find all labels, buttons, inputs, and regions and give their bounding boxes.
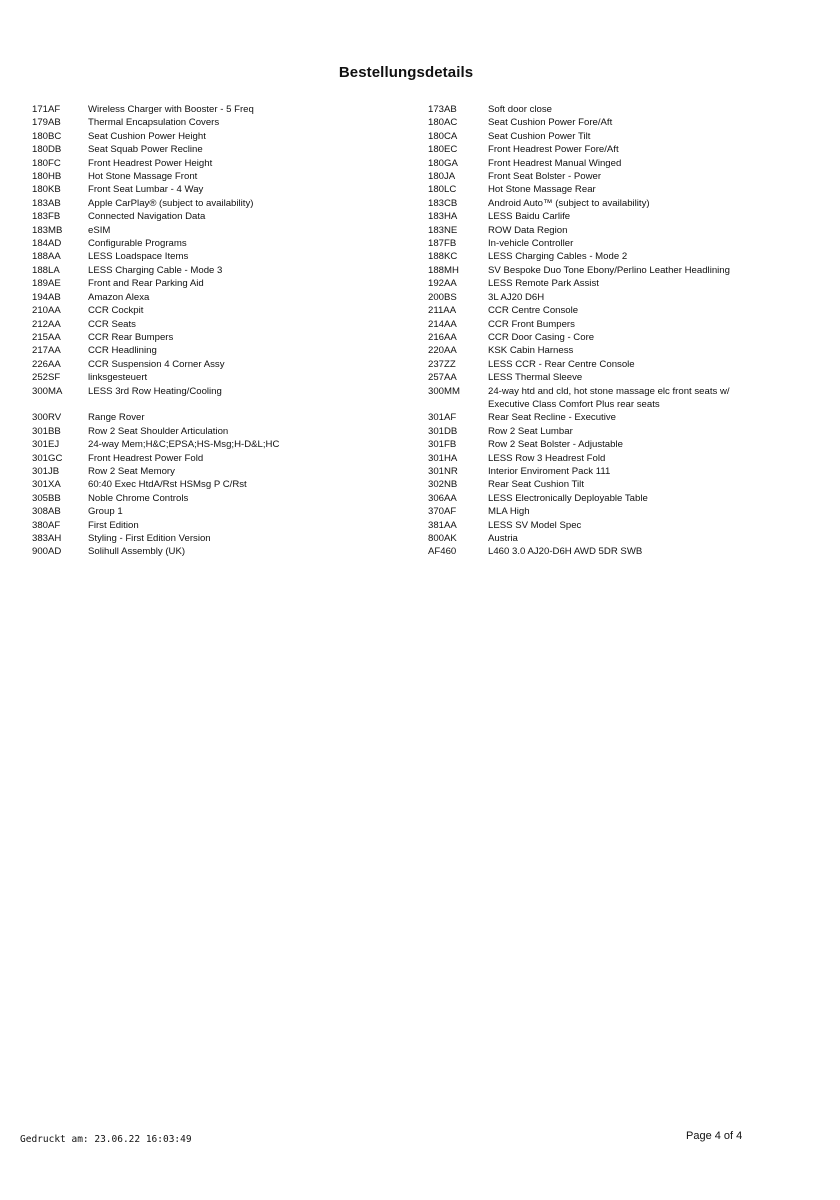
option-row [32, 157, 422, 170]
option-code: 301EJ [32, 439, 60, 451]
option-row [32, 438, 422, 451]
option-code: 180FC [32, 157, 61, 169]
option-row [32, 291, 422, 304]
option-code: 180EC [428, 144, 458, 156]
option-description: Styling - First Edition Version [88, 532, 211, 544]
option-row [32, 237, 422, 250]
option-description: LESS SV Model Spec [488, 519, 582, 531]
page-title: Bestellungsdetails [338, 64, 474, 81]
option-row [32, 358, 422, 371]
option-row [428, 210, 773, 223]
option-description: CCR Seats [88, 318, 136, 330]
option-code: 380AF [32, 519, 61, 531]
option-row [32, 398, 422, 411]
option-row [32, 250, 422, 263]
option-row [428, 519, 773, 532]
option-code: 184AD [32, 238, 62, 250]
option-row [428, 157, 773, 170]
option-description: L460 3.0 AJ20-D6H AWD 5DR SWB [488, 546, 643, 558]
option-row [32, 344, 422, 357]
option-row [32, 103, 422, 116]
option-row [32, 371, 422, 384]
option-code: 301NR [428, 465, 458, 477]
option-code: 183MB [32, 224, 63, 236]
option-row [428, 425, 773, 438]
option-code: 300MM [428, 385, 460, 397]
option-row [32, 170, 422, 183]
option-description: Front Headrest Power Height [88, 157, 213, 169]
option-code: 216AA [428, 331, 457, 343]
option-row [428, 143, 773, 156]
option-code: 211AA [428, 305, 457, 317]
option-description: LESS Row 3 Headrest Fold [488, 452, 606, 464]
option-description: Seat Cushion Power Fore/Aft [488, 117, 613, 129]
option-row [32, 385, 422, 398]
option-row [32, 519, 422, 532]
option-code: 188AA [32, 251, 61, 263]
option-row [428, 304, 773, 317]
option-description: MLA High [488, 506, 530, 518]
option-row [32, 545, 422, 558]
option-code: 301GC [32, 452, 63, 464]
option-row [32, 492, 422, 505]
option-row [428, 411, 773, 424]
option-description: linksgesteuert [88, 372, 148, 384]
option-description: CCR Door Casing - Core [488, 331, 595, 343]
option-code: 226AA [32, 358, 61, 370]
option-description: Row 2 Seat Bolster - Adjustable [488, 439, 623, 451]
option-code: 300RV [32, 412, 62, 424]
option-row [428, 545, 773, 558]
option-description: Seat Squab Power Recline [88, 144, 203, 156]
option-description: LESS Baidu Carlife [488, 211, 571, 223]
option-description: LESS 3rd Row Heating/Cooling [88, 385, 222, 397]
option-code: 180LC [428, 184, 457, 196]
option-row [428, 183, 773, 196]
option-description: KSK Cabin Harness [488, 345, 574, 357]
option-row [32, 264, 422, 277]
option-code: 180CA [428, 130, 458, 142]
option-row [428, 277, 773, 290]
option-code: 188LA [32, 264, 60, 276]
option-description: 3L AJ20 D6H [488, 291, 545, 303]
option-code: 200BS [428, 291, 457, 303]
option-code: 183FB [32, 211, 61, 223]
page-number: Page 4 of 4 [686, 1130, 743, 1142]
option-code: 171AF [32, 104, 61, 115]
option-code: 301BB [32, 425, 61, 437]
option-description: eSIM [88, 224, 111, 236]
option-description: Noble Chrome Controls [88, 492, 189, 504]
option-code: 212AA [32, 318, 61, 330]
option-description: Group 1 [88, 506, 123, 518]
option-description: Seat Cushion Power Tilt [488, 130, 591, 142]
option-code: 180DB [32, 144, 62, 156]
option-row [32, 532, 422, 545]
option-code: 180JA [428, 171, 456, 183]
option-code: 180HB [32, 171, 62, 183]
option-row [32, 130, 422, 143]
option-row [32, 183, 422, 196]
option-description: LESS Loadspace Items [88, 251, 189, 263]
option-list-right [428, 103, 773, 559]
option-row [32, 210, 422, 223]
option-code: AF460 [428, 546, 457, 558]
option-description: LESS Remote Park Assist [488, 278, 599, 290]
option-description: CCR Cockpit [88, 305, 144, 317]
option-description: Row 2 Seat Lumbar [488, 425, 573, 437]
option-code: 188MH [428, 264, 459, 276]
option-code: 257AA [428, 372, 457, 384]
option-row [32, 411, 422, 424]
option-row [428, 103, 773, 116]
option-code: 189AE [32, 278, 61, 290]
option-description: ROW Data Region [488, 224, 568, 236]
option-description: 24-way Mem;H&C;EPSA;HS-Msg;H-D&L;HC [88, 439, 280, 451]
option-code: 301XA [32, 479, 61, 491]
option-description: Row 2 Seat Shoulder Articulation [88, 425, 229, 437]
option-description: Front and Rear Parking Aid [88, 278, 204, 290]
option-description: LESS Electronically Deployable Table [488, 492, 648, 504]
option-code: 210AA [32, 305, 61, 317]
option-description: Connected Navigation Data [88, 211, 206, 223]
option-row [428, 371, 773, 384]
option-description: LESS Charging Cable - Mode 3 [88, 264, 223, 276]
option-row [32, 143, 422, 156]
option-code: 192AA [428, 278, 457, 290]
option-code: 180AC [428, 117, 458, 129]
option-row [32, 465, 422, 478]
option-code: 252SF [32, 372, 61, 384]
option-row [32, 318, 422, 331]
option-code: 800AK [428, 533, 457, 544]
option-code: 179AB [32, 117, 61, 129]
option-description: Front Seat Bolster - Power [488, 171, 602, 183]
option-row [428, 224, 773, 237]
option-code: 306AA [428, 492, 457, 504]
option-description: LESS Thermal Sleeve [488, 372, 583, 384]
option-description: Front Seat Lumbar - 4 Way [88, 184, 204, 196]
option-code: 301HA [428, 452, 458, 464]
option-code: 183AB [32, 197, 61, 209]
option-row [428, 331, 773, 344]
option-row [428, 452, 773, 465]
option-code: 188KC [428, 251, 458, 263]
option-row [32, 505, 422, 518]
option-code: 215AA [32, 331, 61, 343]
option-code: 183NE [428, 224, 458, 236]
option-description: Android Auto™ (subject to availability) [488, 197, 650, 209]
option-row [428, 264, 773, 277]
option-row [428, 465, 773, 478]
option-code: 301DB [428, 425, 458, 437]
option-description: Seat Cushion Power Height [88, 130, 206, 142]
option-code: 302NB [428, 479, 458, 491]
option-description: Front Headrest Manual Winged [488, 157, 622, 169]
option-row [32, 425, 422, 438]
option-code: 383AH [32, 532, 62, 544]
option-row [428, 492, 773, 505]
option-row [428, 291, 773, 304]
option-code: 180GA [428, 157, 458, 169]
option-code [32, 398, 88, 411]
option-code: 180BC [32, 130, 62, 142]
printed-timestamp: Gedruckt am: 23.06.22 16:03:49 [20, 1134, 192, 1145]
option-row [32, 277, 422, 290]
option-row [428, 344, 773, 357]
option-row [428, 318, 773, 331]
option-description: Wireless Charger with Booster - 5 Freq [88, 104, 254, 115]
option-row [428, 358, 773, 371]
option-row [32, 452, 422, 465]
option-row [428, 130, 773, 143]
option-row [32, 197, 422, 210]
option-code: 900AD [32, 546, 62, 558]
option-description: 24-way htd and cld, hot stone massage elc front seats w/ Executive Class Comfort Plus rear seats [488, 385, 730, 410]
option-description: Range Rover [88, 412, 145, 424]
option-description: Interior Enviroment Pack 111 [488, 465, 611, 477]
option-code: 301JB [32, 465, 60, 477]
option-description: Solihull Assembly (UK) [88, 546, 186, 558]
option-description: CCR Suspension 4 Corner Assy [88, 358, 225, 370]
option-row [32, 478, 422, 491]
option-code: 217AA [32, 345, 61, 357]
option-row [428, 532, 773, 545]
option-row [428, 438, 773, 451]
option-description: CCR Headlining [88, 345, 157, 357]
option-description: Hot Stone Massage Front [88, 171, 198, 183]
option-row [428, 170, 773, 183]
option-code: 194AB [32, 291, 61, 303]
option-description: LESS CCR - Rear Centre Console [488, 358, 635, 370]
option-list-left [32, 103, 422, 559]
option-code: 220AA [428, 345, 457, 357]
option-code: 300MA [32, 385, 63, 397]
option-code: 370AF [428, 506, 457, 518]
option-description: 60:40 Exec HtdA/Rst HSMsg P C/Rst [88, 479, 247, 491]
option-description: CCR Rear Bumpers [88, 331, 174, 343]
option-row [428, 250, 773, 263]
option-description: First Edition [88, 519, 139, 531]
option-code: 305BB [32, 492, 61, 504]
option-code: 237ZZ [428, 358, 456, 370]
option-description: SV Bespoke Duo Tone Ebony/Perlino Leather Headlining [488, 264, 730, 276]
option-description: Austria [488, 533, 518, 544]
option-code: 381AA [428, 519, 457, 531]
option-description: Row 2 Seat Memory [88, 465, 175, 477]
option-row [32, 224, 422, 237]
option-description: Rear Seat Cushion Tilt [488, 479, 584, 491]
option-code: 187FB [428, 238, 457, 250]
option-row [428, 197, 773, 210]
option-code: 173AB [428, 104, 457, 115]
option-row [32, 331, 422, 344]
option-code: 301FB [428, 439, 457, 451]
option-code: 183HA [428, 211, 458, 223]
option-description: Soft door close [488, 104, 552, 115]
option-description: Front Headrest Power Fore/Aft [488, 144, 619, 156]
option-description: Thermal Encapsulation Covers [88, 117, 220, 129]
option-code: 180KB [32, 184, 61, 196]
option-code: 301AF [428, 412, 457, 424]
option-code: 308AB [32, 506, 61, 518]
option-row [32, 304, 422, 317]
option-row [428, 116, 773, 129]
option-description: CCR Centre Console [488, 305, 579, 317]
option-row [428, 237, 773, 250]
option-description: LESS Charging Cables - Mode 2 [488, 251, 628, 263]
option-row [428, 478, 773, 491]
option-description: CCR Front Bumpers [488, 318, 575, 330]
option-code: 214AA [428, 318, 457, 330]
option-description: In-vehicle Controller [488, 238, 574, 250]
option-description: Rear Seat Recline - Executive [488, 412, 616, 424]
option-description: Amazon Alexa [88, 291, 150, 303]
option-description: Front Headrest Power Fold [88, 452, 204, 464]
option-row [32, 116, 422, 129]
option-row [428, 385, 773, 412]
option-row [428, 505, 773, 518]
option-description: Configurable Programs [88, 238, 187, 250]
option-code: 183CB [428, 197, 458, 209]
option-description: Apple CarPlay® (subject to availability) [88, 197, 254, 209]
option-description: Hot Stone Massage Rear [488, 184, 596, 196]
